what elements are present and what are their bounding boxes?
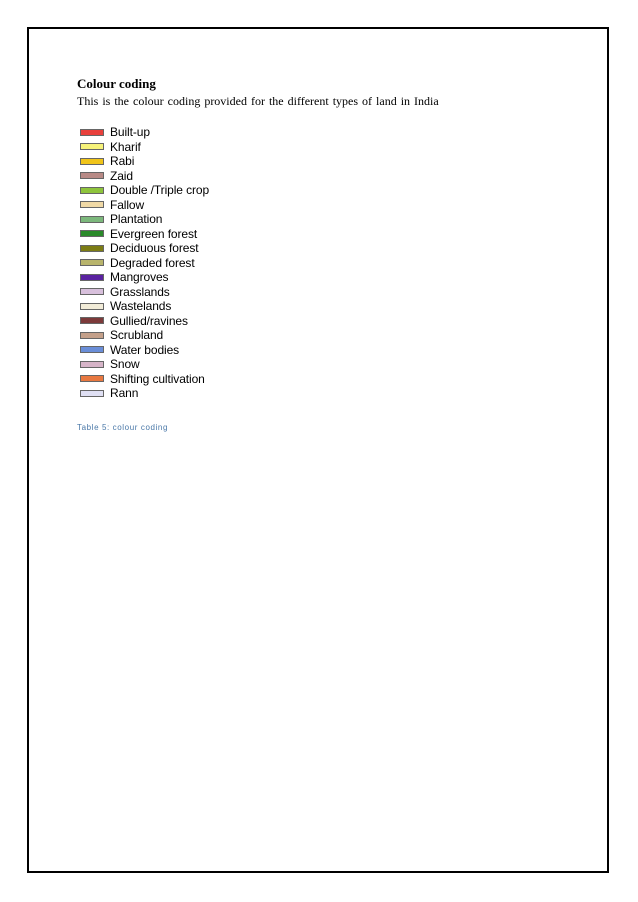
legend-swatch: [80, 375, 104, 382]
legend-label: Fallow: [110, 197, 145, 212]
legend-label: Rabi: [110, 154, 135, 169]
legend-swatch: [80, 143, 104, 150]
legend-label: Grasslands: [110, 284, 170, 299]
legend-swatch: [80, 172, 104, 179]
legend-item: [80, 212, 209, 227]
legend-label: Wastelands: [110, 299, 172, 314]
legend-swatch: [80, 129, 104, 136]
legend-label: Deciduous forest: [110, 241, 199, 256]
legend-item: [80, 372, 209, 387]
legend-label: Scrubland: [110, 328, 164, 343]
legend-item: [80, 285, 209, 300]
legend-swatch: [80, 245, 104, 252]
legend-item: [80, 386, 209, 401]
legend-label: Double /Triple crop: [110, 183, 210, 198]
legend-swatch: [80, 274, 104, 281]
legend-item: [80, 198, 209, 213]
legend-item: [80, 270, 209, 285]
legend-item: [80, 328, 209, 343]
legend-swatch: [80, 346, 104, 353]
legend-label: Gullied/ravines: [110, 313, 188, 328]
legend-label: Snow: [110, 357, 140, 372]
intro-paragraph: This is the colour coding provided for the different types of land in India: [77, 94, 439, 108]
legend-item: [80, 314, 209, 329]
legend-label: Built-up: [110, 125, 150, 140]
legend-swatch: [80, 216, 104, 223]
legend-swatch: [80, 158, 104, 165]
legend-swatch: [80, 201, 104, 208]
legend-label: Rann: [110, 386, 139, 401]
legend-swatch: [80, 288, 104, 295]
legend-item: [80, 343, 209, 358]
legend-label: Mangroves: [110, 270, 169, 285]
legend-item: [80, 357, 209, 372]
legend-label: Water bodies: [110, 342, 180, 357]
legend-item: [80, 183, 209, 198]
legend-item: [80, 169, 209, 184]
legend-label: Zaid: [110, 168, 133, 183]
legend-item: [80, 125, 209, 140]
legend-label: Shifting cultivation: [110, 371, 205, 386]
colour-legend: [80, 125, 209, 401]
legend-swatch: [80, 259, 104, 266]
legend-swatch: [80, 390, 104, 397]
section-heading: Colour coding: [77, 76, 156, 91]
legend-swatch: [80, 332, 104, 339]
legend-swatch: [80, 187, 104, 194]
legend-item: [80, 140, 209, 155]
legend-item: [80, 299, 209, 314]
legend-swatch: [80, 361, 104, 368]
legend-swatch: [80, 303, 104, 310]
legend-label: Evergreen forest: [110, 226, 198, 241]
legend-item: [80, 256, 209, 271]
legend-label: Degraded forest: [110, 255, 195, 270]
legend-label: Kharif: [110, 139, 141, 154]
legend-swatch: [80, 317, 104, 324]
legend-item: [80, 241, 209, 256]
table-caption: Table 5: colour coding: [77, 423, 169, 432]
legend-swatch: [80, 230, 104, 237]
legend-item: [80, 227, 209, 242]
legend-item: [80, 154, 209, 169]
legend-label: Plantation: [110, 212, 163, 227]
